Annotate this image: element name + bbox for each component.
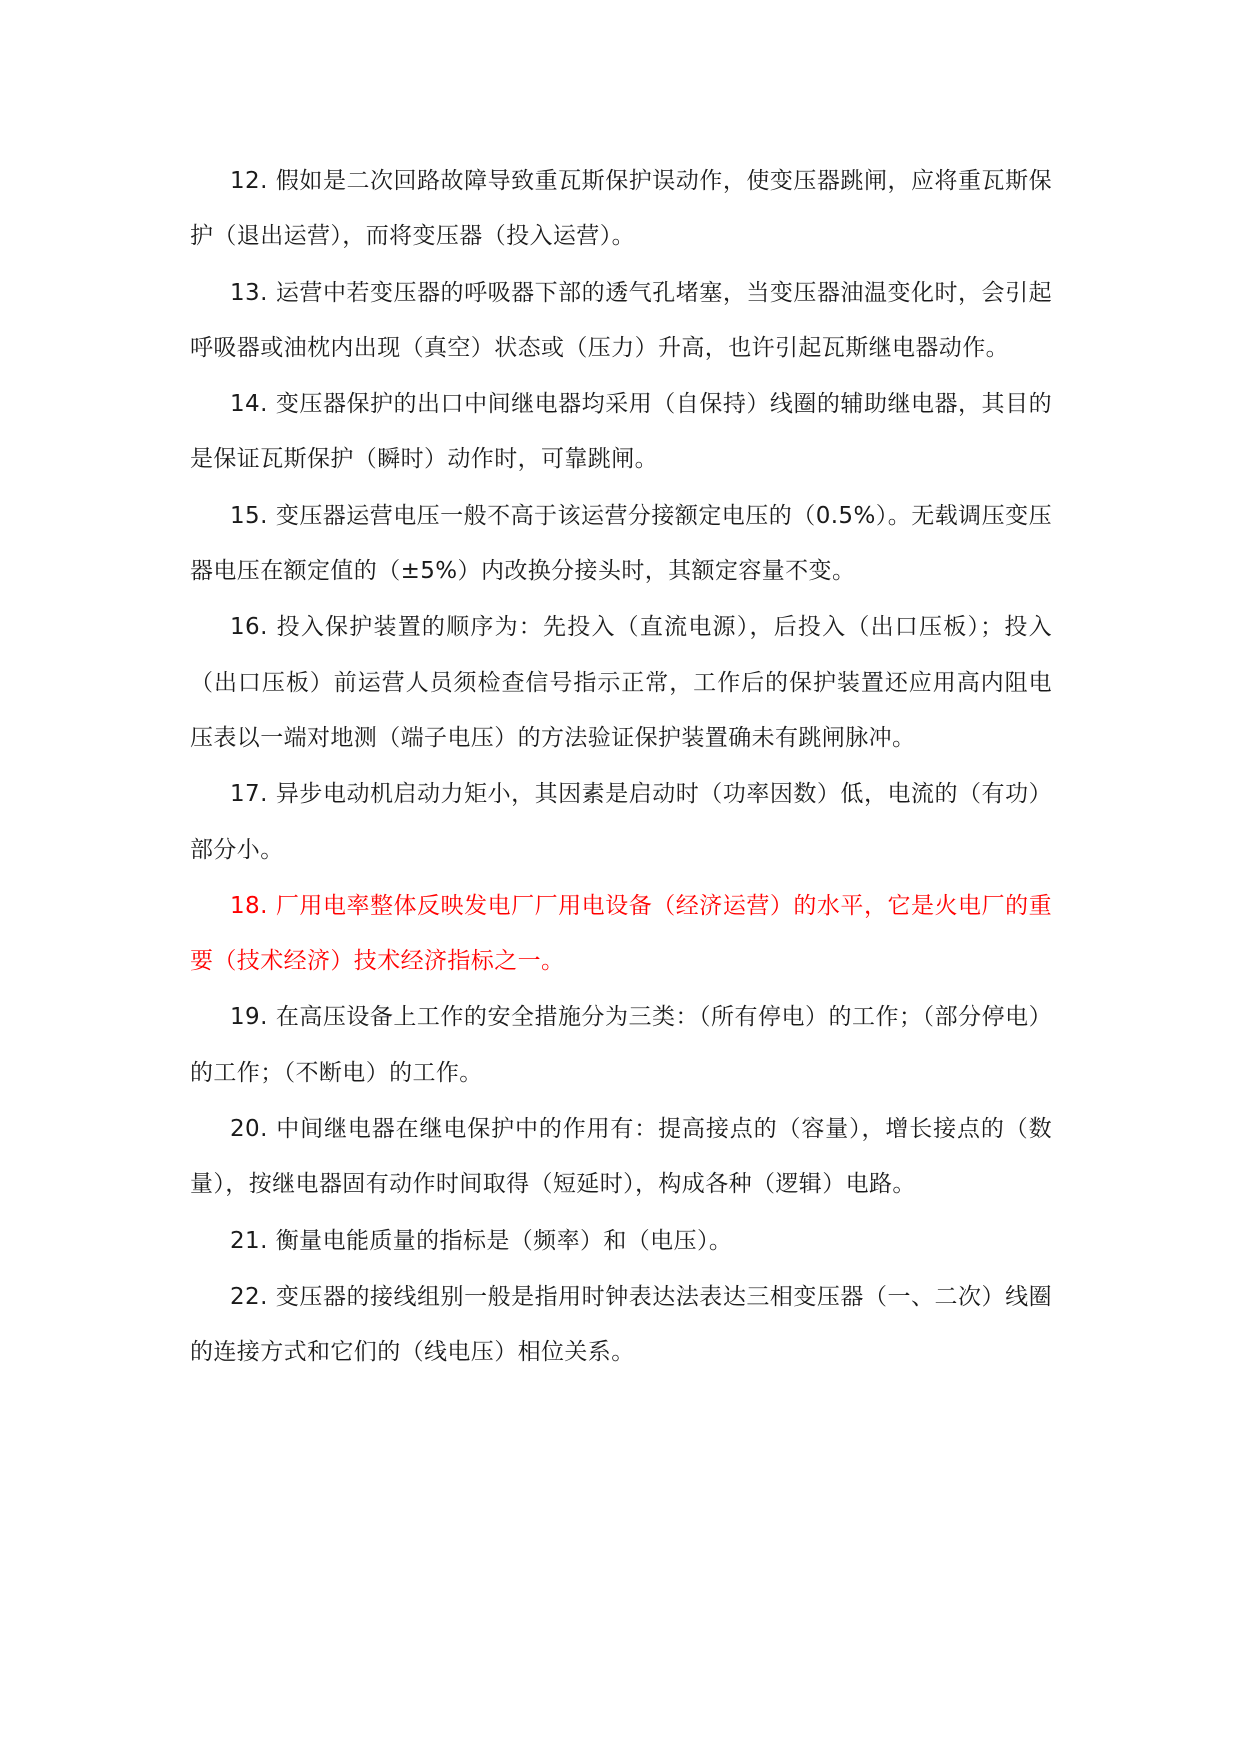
item-number: 12.	[230, 168, 268, 194]
item-text: 变压器的接线组别一般是指用时钟表达法表达三相变压器（一、二次）线圈的连接方式和它们的（线电压）相位关系。	[190, 1283, 1052, 1366]
item-text: 厂用电率整体反映发电厂厂用电设备（经济运营）的水平，它是火电厂的重要（技术经济）技术经济指标之一。	[190, 892, 1052, 975]
question-item-20	[190, 1102, 1052, 1213]
question-item-13	[190, 266, 1052, 377]
question-item-12	[190, 154, 1052, 265]
question-item-17	[190, 767, 1052, 878]
item-number: 16.	[230, 614, 268, 641]
item-text: 在高压设备上工作的安全措施分为三类：（所有停电）的工作；（部分停电）的工作；（不断电）的工作。	[190, 1004, 1052, 1086]
item-number: 19.	[230, 1004, 268, 1031]
question-item-22	[190, 1270, 1052, 1381]
question-item-18-highlighted	[190, 879, 1052, 990]
item-number: 22.	[230, 1283, 268, 1310]
item-number: 15.	[230, 502, 268, 529]
item-text: 变压器运营电压一般不高于该运营分接额定电压的（0.5%）。无载调压变压器电压在额定值的（±5%）内改换分接头时，其额定容量不变。	[190, 502, 1052, 585]
question-item-15	[190, 489, 1052, 600]
item-text: 中间继电器在继电保护中的作用有：提高接点的（容量），增长接点的（数量），按继电器固有动作时间取得（短延时），构成各种（逻辑）电路。	[190, 1116, 1052, 1198]
item-text: 衡量电能质量的指标是（频率）和（电压）。	[275, 1227, 733, 1254]
document-body	[190, 154, 1052, 1382]
item-text: 变压器保护的出口中间继电器均采用（自保持）线圈的辅助继电器，其目的是保证瓦斯保护（瞬时）动作时，可靠跳闸。	[190, 391, 1052, 473]
item-number: 18.	[230, 892, 268, 919]
item-number: 21.	[230, 1227, 268, 1254]
item-text: 运营中若变压器的呼吸器下部的透气孔堵塞，当变压器油温变化时，会引起呼吸器或油枕内出现（真空）状态或（压力）升高，也许引起瓦斯继电器动作。	[190, 279, 1052, 361]
item-number: 14.	[230, 391, 268, 418]
item-text: 投入保护装置的顺序为：先投入（直流电源），后投入（出口压板）；投入（出口压板）前运营人员须检查信号指示正常，工作后的保护装置还应用高内阻电压表以一端对地测（端子电压）的方法验证保护装置确未有跳闸脉冲。	[190, 614, 1052, 751]
question-item-19	[190, 990, 1052, 1101]
question-item-14	[190, 377, 1052, 488]
item-text: 假如是二次回路故障导致重瓦斯保护误动作，使变压器跳闸，应将重瓦斯保护（退出运营），而将变压器（投入运营）。	[190, 168, 1052, 250]
question-item-21	[190, 1214, 1052, 1269]
item-number: 20.	[230, 1116, 268, 1143]
item-number: 17.	[230, 781, 268, 808]
question-item-16	[190, 600, 1052, 766]
item-number: 13.	[230, 279, 268, 306]
item-text: 异步电动机启动力矩小，其因素是启动时（功率因数）低，电流的（有功）部分小。	[190, 781, 1052, 863]
